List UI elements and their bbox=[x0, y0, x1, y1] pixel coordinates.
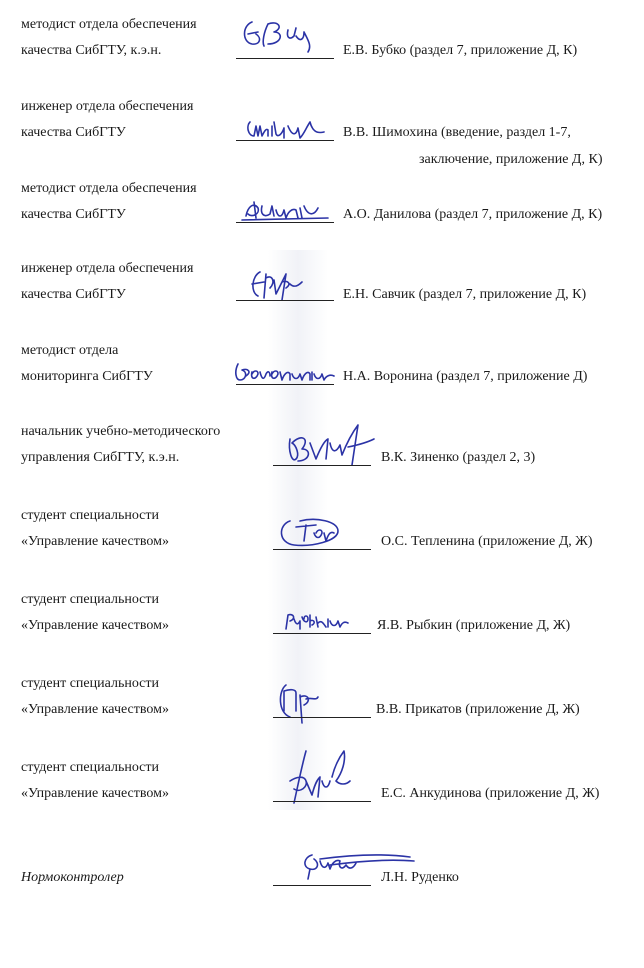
position-line2: мониторинга СибГТУ bbox=[21, 369, 153, 384]
signatory-shimokhina bbox=[0, 99, 644, 167]
position-line1: методист отдела обеспечения bbox=[21, 181, 197, 196]
position-line1: студент специальности bbox=[21, 508, 159, 523]
signature-line bbox=[273, 465, 371, 466]
signatory-name: О.С. Тепленина (приложение Д, Ж) bbox=[381, 534, 593, 549]
handwritten-signature bbox=[282, 419, 378, 471]
signature-line bbox=[236, 222, 334, 223]
position-line1: студент специальности bbox=[21, 760, 159, 775]
position-line2: «Управление качеством» bbox=[21, 786, 169, 801]
signatory-name: Е.В. Бубко (раздел 7, приложение Д, К) bbox=[343, 43, 578, 58]
handwritten-signature bbox=[244, 112, 334, 142]
position-line1: студент специальности bbox=[21, 592, 159, 607]
position-line1: методист отдела bbox=[21, 343, 119, 358]
signatory-name: В.В. Прикатов (приложение Д, Ж) bbox=[376, 702, 580, 717]
position-line2: «Управление качеством» bbox=[21, 534, 169, 549]
signature-line bbox=[236, 140, 334, 141]
signatory-name: Е.С. Анкудинова (приложение Д, Ж) bbox=[381, 786, 600, 801]
position-line2: «Управление качеством» bbox=[21, 702, 169, 717]
signatory-prikatov bbox=[0, 677, 644, 737]
position-line1: начальник учебно-методического bbox=[21, 424, 221, 439]
handwritten-signature bbox=[276, 741, 356, 813]
signatory-teplenina bbox=[0, 509, 644, 569]
position-line1: инженер отдела обеспечения bbox=[21, 261, 194, 276]
signature-line bbox=[273, 633, 371, 634]
position-line1: методист отдела обеспечения bbox=[21, 17, 197, 32]
position-line2: качества СибГТУ, к.э.н. bbox=[21, 43, 162, 58]
handwritten-signature bbox=[276, 511, 356, 551]
signatory-rybkin bbox=[0, 593, 644, 653]
signature-line bbox=[273, 717, 371, 718]
position-line2: качества СибГТУ bbox=[21, 207, 126, 222]
signatory-name: В.В. Шимохина (введение, раздел 1-7, bbox=[343, 125, 571, 140]
handwritten-signature bbox=[282, 611, 362, 633]
signatory-name: В.К. Зиненко (раздел 2, 3) bbox=[381, 450, 536, 465]
signatory-name: Н.А. Воронина (раздел 7, приложение Д) bbox=[343, 369, 588, 384]
position-line2: качества СибГТУ bbox=[21, 287, 126, 302]
handwritten-signature bbox=[246, 264, 316, 304]
position-line1: студент специальности bbox=[21, 676, 159, 691]
signatory-savchik bbox=[0, 262, 644, 322]
signatory-voronina bbox=[0, 344, 644, 404]
signatory-danilova bbox=[0, 182, 644, 242]
handwritten-signature bbox=[238, 194, 334, 224]
signatory-bubko bbox=[0, 18, 644, 78]
signatory-normcontrol bbox=[0, 845, 644, 905]
position-line2: управления СибГТУ, к.э.н. bbox=[21, 450, 180, 465]
position-line1: инженер отдела обеспечения bbox=[21, 99, 194, 114]
signature-line bbox=[273, 801, 371, 802]
signature-line bbox=[273, 549, 371, 550]
position-normcontroller: Нормоконтролер bbox=[21, 870, 124, 885]
handwritten-signature bbox=[238, 12, 328, 54]
signatory-name: Л.Н. Руденко bbox=[381, 870, 459, 885]
signature-line bbox=[236, 300, 334, 301]
signatory-name-line2: заключение, приложение Д, К) bbox=[419, 152, 603, 167]
signature-line bbox=[236, 384, 334, 385]
position-line2: «Управление качеством» bbox=[21, 618, 169, 633]
signatory-name: Я.В. Рыбкин (приложение Д, Ж) bbox=[377, 618, 571, 633]
signature-line bbox=[273, 885, 371, 886]
signatory-name: Е.Н. Савчик (раздел 7, приложение Д, К) bbox=[343, 287, 587, 302]
position-line2: качества СибГТУ bbox=[21, 125, 126, 140]
signatory-name: А.О. Данилова (раздел 7, приложение Д, К) bbox=[343, 207, 603, 222]
signatory-ankudinova bbox=[0, 761, 644, 821]
signatory-zinenko bbox=[0, 425, 644, 485]
signature-line bbox=[236, 58, 334, 59]
